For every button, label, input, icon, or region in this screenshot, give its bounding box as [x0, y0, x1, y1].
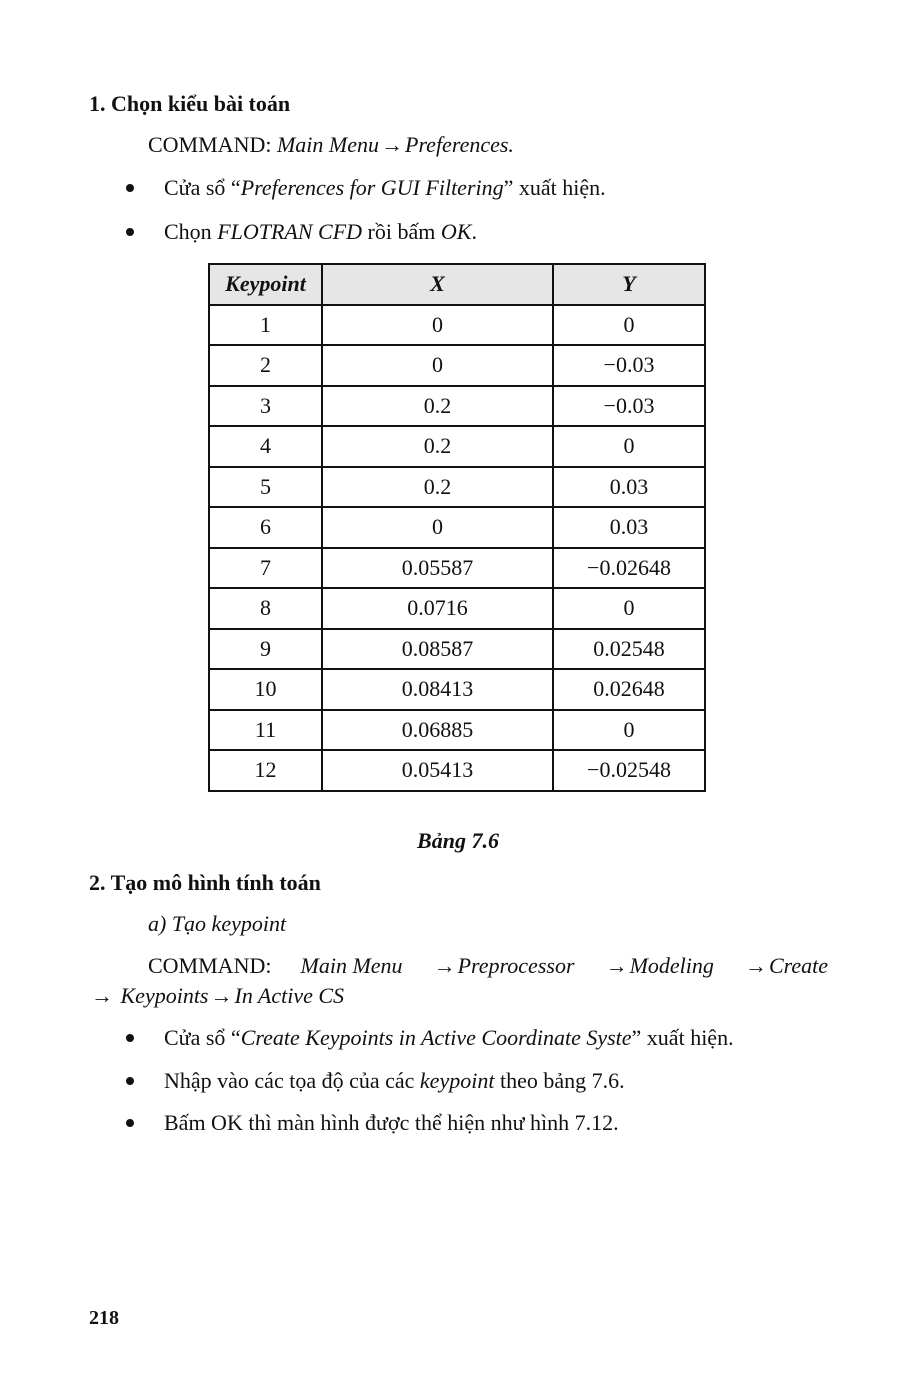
bullet-item: Nhập vào các tọa độ của các keypoint theo bảng 7.6. [164, 1068, 625, 1093]
cell-y: 0.02548 [553, 629, 705, 670]
cell-keypoint: 8 [209, 588, 322, 629]
header-y: Y [553, 264, 705, 305]
arrow-icon: → [605, 953, 628, 978]
cell-x: 0.05587 [322, 548, 553, 589]
table-row [209, 426, 705, 467]
table-row [209, 710, 705, 751]
keypoint-table [208, 263, 706, 792]
header-x: X [322, 264, 553, 305]
cell-y: −0.02548 [553, 750, 705, 791]
cell-x: 0 [322, 345, 553, 386]
arrow-icon: → [744, 953, 767, 978]
arrow-icon: → [381, 132, 403, 157]
cell-x: 0.08413 [322, 669, 553, 710]
command-step: Preprocessor [457, 953, 575, 978]
arrow-icon: → [210, 983, 233, 1008]
cell-x: 0.08587 [322, 629, 553, 670]
cell-y: 0.03 [553, 467, 705, 508]
table-row [209, 305, 705, 346]
table-row [209, 507, 705, 548]
cell-x: 0.2 [322, 467, 553, 508]
command-step: Create [768, 953, 828, 978]
cell-y: −0.02648 [553, 548, 705, 589]
bullet-icon [126, 1034, 134, 1042]
table-row [209, 467, 705, 508]
subheading: a) Tạo keypoint [148, 911, 287, 936]
command-label: COMMAND: [148, 132, 277, 157]
table-row [209, 750, 705, 791]
cell-keypoint: 3 [209, 386, 322, 427]
cell-keypoint: 11 [209, 710, 322, 751]
table-row [209, 629, 705, 670]
bullet-icon [126, 184, 134, 192]
bullet-icon [126, 1119, 134, 1127]
section-2-heading: 2. Tạo mô hình tính toán [89, 870, 321, 895]
cell-keypoint: 9 [209, 629, 322, 670]
bullet-item: Chọn FLOTRAN CFD rồi bấm OK. [164, 219, 477, 244]
cell-y: 0 [553, 305, 705, 346]
cell-y: 0.02648 [553, 669, 705, 710]
cell-x: 0.0716 [322, 588, 553, 629]
table-row [209, 345, 705, 386]
cell-x: 0 [322, 507, 553, 548]
command-step: Main Menu [300, 953, 403, 978]
cell-keypoint: 1 [209, 305, 322, 346]
cell-x: 0.2 [322, 386, 553, 427]
cell-y: 0.03 [553, 507, 705, 548]
cell-keypoint: 5 [209, 467, 322, 508]
bullet-item: Bấm OK thì màn hình được thể hiện như hình 7.12. [164, 1110, 619, 1135]
cell-keypoint: 12 [209, 750, 322, 791]
cell-x: 0.2 [322, 426, 553, 467]
table-header-row [209, 264, 705, 305]
cell-y: −0.03 [553, 345, 705, 386]
command-step: Keypoints [120, 983, 209, 1008]
table-row [209, 588, 705, 629]
cell-keypoint: 6 [209, 507, 322, 548]
command-step: Preferences. [405, 132, 514, 157]
cell-keypoint: 10 [209, 669, 322, 710]
cell-x: 0.06885 [322, 710, 553, 751]
table-caption: Bảng 7.6 [417, 828, 499, 853]
table-row [209, 386, 705, 427]
cell-y: 0 [553, 426, 705, 467]
table-row [209, 548, 705, 589]
command-line-2-cont [89, 983, 344, 1009]
cell-keypoint: 2 [209, 345, 322, 386]
cell-x: 0 [322, 305, 553, 346]
bullet-item: Cửa sổ “Create Keypoints in Active Coordinate Syste” xuất hiện. [164, 1025, 734, 1050]
page-number: 218 [89, 1307, 119, 1329]
command-line-1 [148, 132, 514, 158]
command-step: In Active CS [234, 983, 345, 1008]
table-row [209, 669, 705, 710]
bullet-icon [126, 228, 134, 236]
cell-keypoint: 4 [209, 426, 322, 467]
arrow-icon: → [91, 983, 113, 1008]
command-step: Main Menu [276, 132, 379, 157]
section-1-heading: 1. Chọn kiểu bài toán [89, 91, 291, 116]
bullet-item: Cửa sổ “Preferences for GUI Filtering” xuất hiện. [164, 175, 606, 200]
command-line-2 [148, 953, 828, 979]
command-step: Modeling [629, 953, 714, 978]
cell-x: 0.05413 [322, 750, 553, 791]
arrow-icon: → [433, 953, 456, 978]
bullet-icon [126, 1077, 134, 1085]
cell-y: −0.03 [553, 386, 705, 427]
command-label: COMMAND: [148, 953, 272, 978]
cell-y: 0 [553, 588, 705, 629]
cell-y: 0 [553, 710, 705, 751]
header-keypoint: Keypoint [209, 264, 322, 305]
cell-keypoint: 7 [209, 548, 322, 589]
